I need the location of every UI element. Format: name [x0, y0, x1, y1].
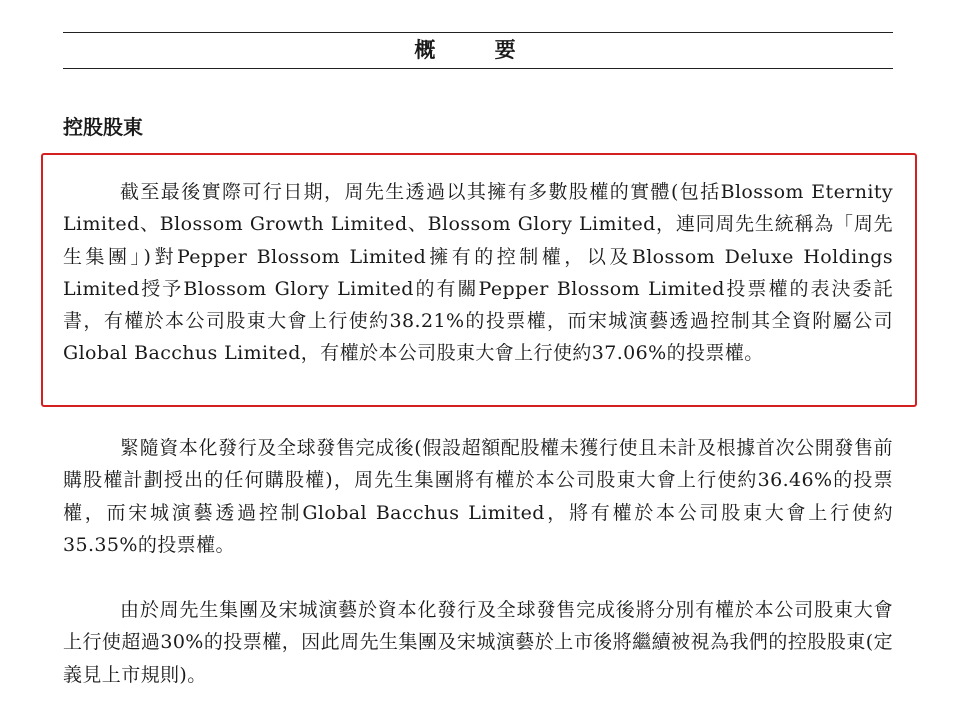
paragraph-post-offering: 緊隨資本化發行及全球發售完成後(假設超額配股權未獲行使且未計及根據首次公開發售前購股權計劃授出的任何購股權)，周先生集團將有權於本公司股東大會上行使約36.46%的投票權，而宋城演藝透過控制Global Bacchus Limited，將有權於本公司股東大會上行使約35.35%的投票權。 — [63, 437, 893, 556]
section-heading: 控股股東 — [63, 115, 143, 139]
header-bottom-rule — [63, 68, 893, 69]
paragraph-controlling-shareholders: 由於周先生集團及宋城演藝於資本化發行及全球發售完成後將分別有權於本公司股東大會上行使超過30%的投票權，因此周先生集團及宋城演藝於上市後將繼續被視為我們的控股股東(定義見上市規則)。 — [63, 599, 893, 686]
paragraph-current-control: 截至最後實際可行日期，周先生透過以其擁有多數股權的實體(包括Blossom Eternity Limited、Blossom Growth Limited、Blossom Glory Limited，連同周先生統稱為「周先生集團」)對Pepper Blossom Limited擁有的控制權，以及Blossom Deluxe Holdings Limited授予Blossom Glory Limited的有關Pepper Blossom Limited投票權的表決委託書，有權於本公司股東大會上行使約38.21%的投票權，而宋城演藝透過控制其全資附屬公司Global Bacchus Limited，有權於本公司股東大會上行使約37.06%的投票權。 — [63, 181, 893, 365]
page-title: 概 要 — [414, 38, 542, 62]
header-top-rule — [63, 32, 893, 33]
